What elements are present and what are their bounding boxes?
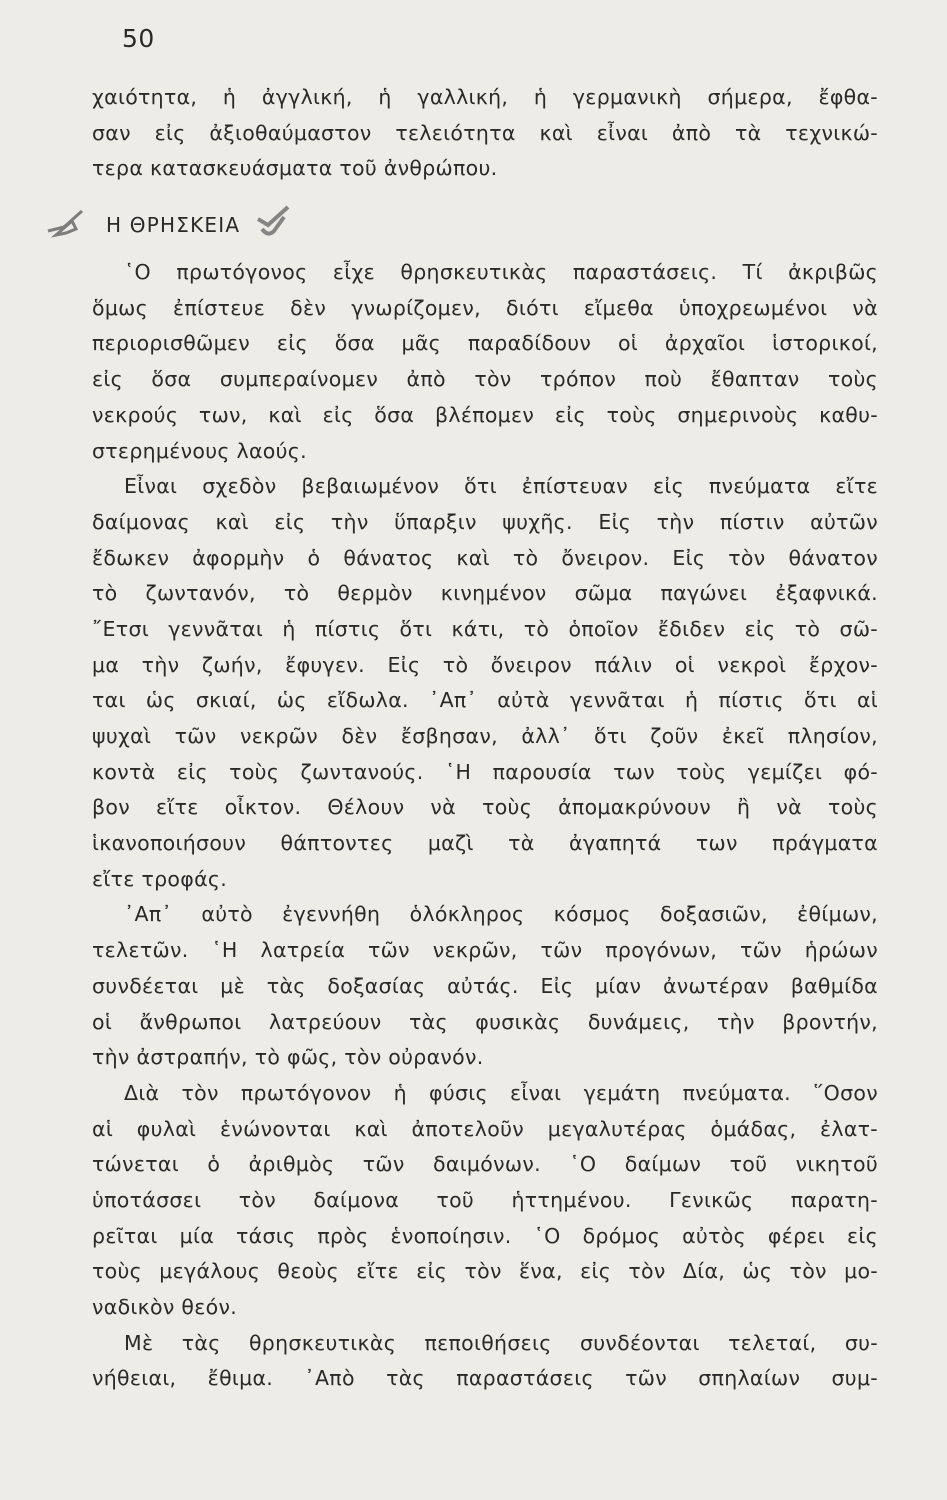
text-line: τὸ ζωντανόν, τὸ θερμὸν κινημένον σῶμα παγώνει ἐξαφνικά. <box>92 581 878 606</box>
pencil-scribble-mark-icon <box>254 203 294 239</box>
text-line: βον εἴτε οἶκτον. Θέλουν νὰ τοὺς ἀπομακρύνουν ἢ νὰ τοὺς <box>92 795 878 820</box>
text-line: τὴν ἀστραπήν, τὸ φῶς, τὸν οὐρανόν. <box>92 1045 484 1070</box>
text-line: ῾Ο πρωτόγονος εἶχε θρησκευτικὰς παραστάσεις. Τί ἀκριβῶς <box>124 260 878 285</box>
text-line: εἴτε τροφάς. <box>92 866 228 891</box>
section-heading-text: Η ΘΡΗΣΚΕΙΑ <box>106 213 241 238</box>
text-line: τελετῶν. ῾Η λατρεία τῶν νεκρῶν, τῶν προγόνων, τῶν ἡρώων <box>92 938 878 963</box>
text-line: σαν εἰς ἀξιοθαύμαστον τελειότητα καὶ εἶναι ἀπὸ τὰ τεχνικώ- <box>92 120 878 145</box>
text-line: Διὰ τὸν πρωτόγονον ἡ φύσις εἶναι γεμάτη πνεύματα. ῞Οσον <box>124 1080 878 1105</box>
text-line: Εἶναι σχεδὸν βεβαιωμένον ὅτι ἐπίστευαν εἰς πνεύματα εἴτε <box>124 474 878 499</box>
text-line: εἰς ὅσα συμπεραίνομεν ἀπὸ τὸν τρόπον ποὺ ἔθαπταν τοὺς <box>92 367 878 392</box>
text-line: μα τὴν ζωήν, ἔφυγεν. Εἰς τὸ ὄνειρον πάλιν οἱ νεκροὶ ἔρχον- <box>92 652 878 677</box>
text-line: ᾿Απ᾿ αὐτὸ ἐγεννήθη ὁλόκληρος κόσμος δοξασιῶν, ἐθίμων, <box>124 902 878 927</box>
text-line: ῎Ετσι γεννᾶται ἡ πίστις ὅτι κάτι, τὸ ὁποῖον ἔδιδεν εἰς τὸ σῶ- <box>92 616 878 641</box>
text-line: αἱ φυλαὶ ἑνώνονται καὶ ἀποτελοῦν μεγαλυτέρας ὁμάδας, ἐλατ- <box>92 1116 878 1141</box>
text-line: περιορισθῶμεν εἰς ὅσα μᾶς παραδίδουν οἱ ἀρχαῖοι ἱστορικοί, <box>92 331 878 356</box>
text-line: ψυχαὶ τῶν νεκρῶν δὲν ἔσβησαν, ἀλλ᾿ ὅτι ζοῦν ἐκεῖ πλησίον, <box>92 724 878 748</box>
paragraph-2 <box>92 469 878 897</box>
text-line: ἔδωκεν ἀφορμὴν ὁ θάνατος καὶ τὸ ὄνειρον. Εἰς τὸν θάνατον <box>92 545 878 570</box>
text-line: νήθειαι, ἔθιμα. ᾿Απὸ τὰς παραστάσεις τῶν σπηλαίων συμ- <box>92 1366 878 1391</box>
text-line: ὑποτάσσει τὸν δαίμονα τοῦ ἡττημένου. Γενικῶς παρατη- <box>92 1187 878 1212</box>
text-line: ται ὡς σκιαί, ὡς εἴδωλα. ᾿Απ᾿ αὐτὰ γεννᾶται ἡ πίστις ὅτι αἱ <box>92 688 878 713</box>
text-line: τώνεται ὁ ἀριθμὸς τῶν δαιμόνων. ῾Ο δαίμων τοῦ νικητοῦ <box>92 1152 878 1177</box>
text-line: τερα κατασκευάσματα τοῦ ἀνθρώπου. <box>92 156 498 181</box>
section-heading <box>92 195 878 255</box>
text-line: κοντὰ εἰς τοὺς ζωντανούς. ῾Η παρουσία των τοὺς γεμίζει φό- <box>92 759 878 784</box>
text-line: συνδέεται μὲ τὰς δοξασίας αὐτάς. Εἰς μίαν ἀνωτέραν βαθμίδα <box>92 973 878 998</box>
text-line: δαίμονας καὶ εἰς τὴν ὕπαρξιν ψυχῆς. Εἰς τὴν πίστιν αὐτῶν <box>92 509 878 534</box>
pencil-check-mark-icon <box>46 205 88 241</box>
text-line: νεκρούς των, καὶ εἰς ὅσα βλέπομεν εἰς τοὺς σημερινοὺς καθυ- <box>92 402 878 427</box>
paragraph-3 <box>92 897 878 1075</box>
text-line: ναδικὸν θεόν. <box>92 1295 238 1319</box>
text-line: οἱ ἄνθρωποι λατρεύουν τὰς φυσικὰς δυνάμεις, τὴν βροντήν, <box>92 1009 878 1034</box>
paragraph-1 <box>92 255 878 469</box>
text-line: ἱκανοποιήσουν θάπτοντες μαζὶ τὰ ἀγαπητά των πράγματα <box>92 831 878 856</box>
text-line: τοὺς μεγάλους θεοὺς εἴτε εἰς τὸν ἕνα, εἰς τὸν Δία, ὡς τὸν μο- <box>92 1259 878 1284</box>
page-number: 50 <box>122 24 155 53</box>
paragraph-5 <box>92 1326 878 1397</box>
text-line: Μὲ τὰς θρησκευτικὰς πεποιθήσεις συνδέονται τελεταί, συ- <box>124 1330 878 1355</box>
text-body <box>92 80 878 1397</box>
text-line: χαιότητα, ἡ ἀγγλική, ἡ γαλλική, ἡ γερμανικὴ σήμερα, ἔφθα- <box>92 85 878 109</box>
paragraph-4 <box>92 1076 878 1326</box>
text-line: ὅμως ἐπίστευε δὲν γνωρίζομεν, διότι εἴμεθα ὑποχρεωμένοι νὰ <box>92 295 878 320</box>
text-line: ρεῖται μία τάσις πρὸς ἑνοποίησιν. ῾Ο δρόμος αὐτὸς φέρει εἰς <box>92 1223 878 1248</box>
intro-paragraph <box>92 80 878 187</box>
text-line: στερημένους λαούς. <box>92 438 307 463</box>
